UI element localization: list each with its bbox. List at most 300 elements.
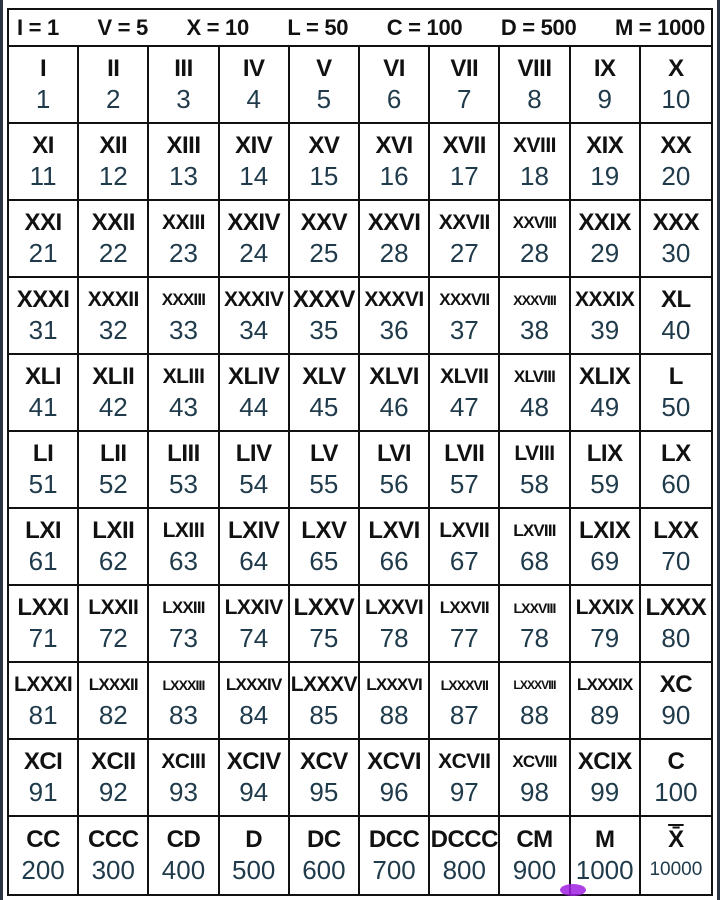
arabic-number: 27 <box>449 237 479 268</box>
arabic-number: 200 <box>21 854 65 885</box>
arabic-number: 74 <box>239 622 269 653</box>
roman-numeral: CM <box>516 825 553 853</box>
roman-numeral: XLI <box>25 362 62 390</box>
arabic-number: 25 <box>309 237 339 268</box>
legend-item-x: X = 10 <box>186 14 249 40</box>
numeral-cell <box>220 740 290 817</box>
arabic-number: 15 <box>309 160 339 191</box>
roman-numeral: LXX <box>653 516 699 544</box>
numeral-cell <box>149 355 219 432</box>
arabic-number: 18 <box>520 160 549 191</box>
arabic-number: 3 <box>176 83 191 114</box>
roman-numeral: DCCC <box>430 825 498 853</box>
roman-numeral: XIV <box>235 131 273 159</box>
arabic-number: 92 <box>98 776 128 807</box>
arabic-number: 52 <box>98 468 128 499</box>
roman-numeral: XLIV <box>228 362 280 390</box>
roman-numeral: LX <box>661 439 691 467</box>
roman-numeral: LXXXIII <box>162 676 205 693</box>
roman-numeral: XCII <box>90 747 136 775</box>
numeral-cell <box>149 663 219 740</box>
symbol-legend <box>9 10 711 47</box>
roman-numeral: XXIII <box>161 210 205 234</box>
roman-numeral: XXXI <box>16 285 70 313</box>
roman-numeral: LXXVI <box>364 595 424 619</box>
purple-artifact <box>560 884 586 896</box>
arabic-number: 1 <box>35 83 51 114</box>
roman-numeral: LXXXI <box>14 672 73 696</box>
numeral-cell <box>220 278 290 355</box>
roman-numeral: XXXIII <box>161 289 206 309</box>
arabic-number: 57 <box>449 468 479 499</box>
arabic-number: 1000 <box>575 854 634 885</box>
arabic-number: 88 <box>520 699 549 730</box>
arabic-number: 70 <box>661 545 691 576</box>
arabic-number: 13 <box>169 160 198 191</box>
numeral-cell <box>290 509 360 586</box>
arabic-number: 89 <box>590 699 620 730</box>
arabic-number: 21 <box>28 237 58 268</box>
numeral-cell <box>360 740 430 817</box>
roman-numeral: XLV <box>302 362 346 390</box>
arabic-number: 900 <box>512 854 557 885</box>
numeral-cell <box>9 663 79 740</box>
numeral-cell <box>9 47 79 124</box>
numeral-cell <box>290 355 360 432</box>
numeral-cell <box>641 201 711 278</box>
roman-numeral: LI <box>32 439 54 467</box>
arabic-number: 30 <box>661 237 691 268</box>
arabic-number: 82 <box>98 699 128 730</box>
roman-numeral: XLVI <box>369 362 419 390</box>
numeral-cell <box>360 201 430 278</box>
roman-numeral: CCC <box>88 825 139 853</box>
roman-numeral: XL <box>661 285 691 313</box>
numeral-cell <box>220 817 290 894</box>
arabic-number: 28 <box>379 237 409 268</box>
numeral-cell <box>641 586 711 663</box>
roman-numeral: LIV <box>235 439 272 467</box>
numeral-cell <box>500 278 570 355</box>
arabic-number: 98 <box>520 776 549 807</box>
arabic-number: 41 <box>28 391 58 422</box>
arabic-number: 48 <box>520 391 549 422</box>
numeral-cell <box>9 432 79 509</box>
roman-numeral: X̄ <box>668 825 684 853</box>
arabic-number: 87 <box>449 699 479 730</box>
numeral-cell <box>9 278 79 355</box>
arabic-number: 700 <box>372 854 416 885</box>
roman-numeral: LXXXV <box>290 672 358 696</box>
roman-numeral: XXI <box>24 208 62 236</box>
numeral-cell <box>360 586 430 663</box>
roman-numeral: LXVII <box>439 518 490 542</box>
arabic-number: 9 <box>597 83 612 114</box>
arabic-number: 58 <box>520 468 549 499</box>
roman-numeral: XXIV <box>227 208 281 236</box>
roman-numeral: XII <box>99 131 128 159</box>
arabic-number: 39 <box>590 314 620 345</box>
legend-item-v: V = 5 <box>97 14 148 40</box>
roman-numeral: XV <box>308 131 340 159</box>
arabic-number: 38 <box>520 314 549 345</box>
numeral-cell <box>500 355 570 432</box>
roman-numeral: V <box>316 54 332 82</box>
roman-numeral: LXXXIX <box>576 674 633 694</box>
arabic-number: 10 <box>661 83 691 114</box>
numeral-cell <box>641 509 711 586</box>
numeral-cell <box>360 663 430 740</box>
arabic-number: 66 <box>379 545 409 576</box>
roman-numeral: XCIX <box>577 747 632 775</box>
arabic-number: 59 <box>590 468 620 499</box>
arabic-number: 600 <box>302 854 346 885</box>
arabic-number: 99 <box>590 776 620 807</box>
roman-numeral: XIII <box>166 131 201 159</box>
numeral-cell <box>290 124 360 201</box>
numeral-cell <box>149 201 219 278</box>
roman-numeral: LXXVIII <box>513 599 556 616</box>
arabic-number: 10000 <box>649 858 703 880</box>
legend-item-c: C = 100 <box>386 14 463 40</box>
roman-numeral: XLIX <box>579 362 631 390</box>
arabic-number: 31 <box>28 314 58 345</box>
arabic-number: 97 <box>449 776 479 807</box>
roman-numeral: XXXVI <box>364 287 424 311</box>
numeral-cell <box>9 201 79 278</box>
numeral-cell <box>500 47 570 124</box>
numeral-cell <box>149 432 219 509</box>
numeral-cell <box>500 740 570 817</box>
roman-numeral: XCVI <box>367 747 422 775</box>
roman-numeral: C <box>667 747 685 775</box>
numeral-cell <box>430 124 500 201</box>
arabic-number: 96 <box>379 776 409 807</box>
roman-numeral: LVII <box>444 439 485 467</box>
arabic-number: 17 <box>449 160 479 191</box>
roman-numeral: XVI <box>375 131 413 159</box>
arabic-number: 2 <box>106 83 121 114</box>
roman-numeral: XCVII <box>438 749 491 773</box>
arabic-number: 44 <box>239 391 269 422</box>
arabic-number: 6 <box>386 83 402 114</box>
arabic-number: 73 <box>169 622 198 653</box>
roman-numeral: XXXVIII <box>513 291 556 308</box>
arabic-number: 51 <box>28 468 58 499</box>
arabic-number: 22 <box>98 237 128 268</box>
arabic-number: 4 <box>246 83 261 114</box>
arabic-number: 32 <box>98 314 128 345</box>
arabic-number: 46 <box>379 391 409 422</box>
roman-numeral: XVIII <box>512 133 556 157</box>
arabic-number: 45 <box>309 391 339 422</box>
roman-numeral: LXII <box>92 516 135 544</box>
arabic-number: 24 <box>239 237 269 268</box>
numeral-cell <box>430 432 500 509</box>
numeral-cell <box>149 740 219 817</box>
arabic-number: 72 <box>98 622 128 653</box>
arabic-number: 84 <box>239 699 269 730</box>
roman-numeral: LIX <box>586 439 623 467</box>
numeral-cell <box>571 509 641 586</box>
legend-item-m: M = 1000 <box>614 14 705 40</box>
numeral-cell <box>641 47 711 124</box>
roman-numeral: XCIV <box>226 747 281 775</box>
numeral-cell <box>571 432 641 509</box>
numeral-cell <box>430 47 500 124</box>
arabic-number: 54 <box>239 468 269 499</box>
roman-numeral: III <box>174 54 193 82</box>
numeral-cell <box>79 509 149 586</box>
arabic-number: 34 <box>239 314 269 345</box>
numeral-cell <box>641 817 711 894</box>
arabic-number: 33 <box>169 314 198 345</box>
numeral-cell <box>430 586 500 663</box>
arabic-number: 29 <box>590 237 620 268</box>
numeral-cell <box>220 432 290 509</box>
roman-numeral: XXX <box>652 208 700 236</box>
numeral-cell <box>149 817 219 894</box>
roman-numeral: XX <box>660 131 692 159</box>
roman-numeral: XXV <box>300 208 348 236</box>
arabic-number: 37 <box>449 314 479 345</box>
numeral-cell <box>149 124 219 201</box>
roman-numeral: LV <box>309 439 338 467</box>
roman-numeral: XCI <box>23 747 63 775</box>
roman-numeral: XI <box>32 131 54 159</box>
numeral-cell <box>290 432 360 509</box>
roman-numeral: IX <box>593 54 616 82</box>
arabic-number: 43 <box>169 391 198 422</box>
arabic-number: 77 <box>449 622 479 653</box>
roman-numeral: XXVI <box>367 208 421 236</box>
arabic-number: 5 <box>316 83 332 114</box>
numeral-cell <box>360 124 430 201</box>
roman-numeral: XLVIII <box>513 366 556 386</box>
arabic-number: 85 <box>309 699 339 730</box>
roman-numeral: LXXII <box>88 595 139 619</box>
roman-numeral: LXXIII <box>162 597 205 617</box>
roman-numeral: LXVI <box>368 516 420 544</box>
numeral-cell <box>641 740 711 817</box>
arabic-number: 83 <box>169 699 198 730</box>
arabic-number: 56 <box>379 468 409 499</box>
roman-numeral: DC <box>307 825 341 853</box>
arabic-number: 91 <box>28 776 58 807</box>
roman-numeral: XXXV <box>292 285 355 313</box>
roman-numeral: LXXI <box>17 593 69 621</box>
roman-numeral: VII <box>450 54 479 82</box>
roman-numeral: LXXVII <box>439 597 489 617</box>
numeral-cell <box>430 201 500 278</box>
arabic-number: 78 <box>379 622 409 653</box>
numeral-cell <box>290 586 360 663</box>
roman-numeral: XXXIX <box>575 287 635 311</box>
numeral-cell <box>430 740 500 817</box>
roman-numeral: XXVIII <box>512 212 557 232</box>
numeral-cell <box>220 663 290 740</box>
arabic-number: 40 <box>661 314 691 345</box>
numeral-cell <box>360 509 430 586</box>
numeral-cell <box>149 586 219 663</box>
arabic-number: 67 <box>449 545 479 576</box>
numeral-cell <box>149 278 219 355</box>
numeral-cell <box>641 355 711 432</box>
arabic-number: 800 <box>442 854 486 885</box>
roman-numeral: II <box>107 54 120 82</box>
numeral-cell <box>641 278 711 355</box>
numeral-cell <box>9 509 79 586</box>
numeral-cell <box>571 201 641 278</box>
numeral-cell <box>571 124 641 201</box>
numeral-cell <box>360 355 430 432</box>
roman-numeral: XCV <box>299 747 348 775</box>
legend-item-d: D = 500 <box>500 14 577 40</box>
roman-numeral: LVI <box>377 439 412 467</box>
numeral-cell <box>500 817 570 894</box>
roman-numeral: XXXVII <box>439 289 490 309</box>
arabic-number: 19 <box>590 160 620 191</box>
arabic-number: 80 <box>661 622 691 653</box>
roman-numeral: LXXXII <box>88 674 138 694</box>
arabic-number: 8 <box>527 83 542 114</box>
numeral-cell <box>220 47 290 124</box>
roman-numeral: VI <box>383 54 405 82</box>
numeral-cell <box>641 124 711 201</box>
arabic-number: 400 <box>161 854 206 885</box>
numeral-cell <box>79 278 149 355</box>
numeral-cell <box>79 663 149 740</box>
roman-numeral: LXXIX <box>575 595 634 619</box>
numeral-cell <box>430 509 500 586</box>
numeral-cell <box>149 509 219 586</box>
arabic-number: 36 <box>379 314 409 345</box>
arabic-number: 100 <box>654 776 698 807</box>
numeral-cell <box>290 740 360 817</box>
roman-numeral: XLIII <box>162 364 205 388</box>
numeral-cell <box>360 278 430 355</box>
roman-numeral: I <box>40 54 47 82</box>
numeral-cell <box>500 586 570 663</box>
arabic-number: 78 <box>520 622 549 653</box>
arabic-number: 47 <box>449 391 479 422</box>
numeral-cell <box>430 278 500 355</box>
numeral-cell <box>571 355 641 432</box>
arabic-number: 69 <box>590 545 620 576</box>
numeral-cell <box>149 47 219 124</box>
roman-numeral-chart <box>7 8 713 896</box>
roman-numeral: VIII <box>517 54 552 82</box>
numeral-cell <box>79 586 149 663</box>
numeral-cell <box>290 47 360 124</box>
numeral-cell <box>79 817 149 894</box>
roman-numeral: D <box>245 825 263 853</box>
roman-numeral: XXXIV <box>224 287 284 311</box>
numeral-cell <box>290 663 360 740</box>
roman-numeral: XLII <box>92 362 135 390</box>
numeral-cell <box>360 432 430 509</box>
roman-numeral: LXXXVII <box>440 676 488 693</box>
roman-numeral: IV <box>242 54 265 82</box>
arabic-number: 94 <box>239 776 269 807</box>
arabic-number: 61 <box>28 545 58 576</box>
arabic-number: 16 <box>379 160 409 191</box>
roman-numeral: LXIII <box>162 518 205 542</box>
numeral-cell <box>79 355 149 432</box>
roman-numeral: XCIII <box>161 749 206 773</box>
numeral-cell <box>430 817 500 894</box>
arabic-number: 50 <box>661 391 691 422</box>
arabic-number: 62 <box>98 545 128 576</box>
numeral-cell <box>500 509 570 586</box>
arabic-number: 7 <box>457 83 472 114</box>
arabic-number: 11 <box>29 160 57 191</box>
numeral-cell <box>220 586 290 663</box>
numeral-cell <box>500 124 570 201</box>
arabic-number: 28 <box>520 237 549 268</box>
arabic-number: 12 <box>98 160 128 191</box>
roman-numeral: LXXIV <box>224 595 283 619</box>
roman-numeral: XXII <box>91 208 135 236</box>
numeral-cell <box>79 740 149 817</box>
numeral-cell <box>79 201 149 278</box>
numeral-cell <box>500 432 570 509</box>
roman-numeral: LIII <box>167 439 200 467</box>
numeral-cell <box>641 663 711 740</box>
roman-numeral: XLVII <box>440 364 489 388</box>
legend-item-i: I = 1 <box>17 14 59 40</box>
roman-numeral: X <box>668 54 684 82</box>
numeral-cell <box>571 586 641 663</box>
roman-numeral: LVIII <box>514 441 555 465</box>
roman-numeral: DCC <box>368 825 420 853</box>
numeral-grid <box>9 47 711 894</box>
arabic-number: 55 <box>309 468 339 499</box>
numeral-cell <box>9 124 79 201</box>
numeral-cell <box>500 663 570 740</box>
roman-numeral: LII <box>100 439 127 467</box>
arabic-number: 64 <box>239 545 269 576</box>
roman-numeral: XXVII <box>438 210 490 234</box>
arabic-number: 500 <box>232 854 276 885</box>
numeral-cell <box>79 124 149 201</box>
arabic-number: 75 <box>309 622 339 653</box>
roman-numeral: XXXII <box>87 287 139 311</box>
numeral-cell <box>9 586 79 663</box>
arabic-number: 65 <box>309 545 339 576</box>
roman-numeral: XCVIII <box>512 751 557 771</box>
numeral-cell <box>360 817 430 894</box>
numeral-cell <box>430 663 500 740</box>
roman-numeral: LXXV <box>293 593 355 621</box>
numeral-cell <box>430 355 500 432</box>
arabic-number: 63 <box>169 545 198 576</box>
roman-numeral: LXVIII <box>513 520 556 540</box>
roman-numeral: M <box>594 825 615 853</box>
numeral-cell <box>220 201 290 278</box>
arabic-number: 23 <box>169 237 198 268</box>
arabic-number: 93 <box>169 776 198 807</box>
arabic-number: 42 <box>98 391 128 422</box>
roman-numeral: CC <box>26 825 60 853</box>
roman-numeral: LXXXIV <box>225 674 282 694</box>
roman-numeral: LXXXVI <box>366 674 422 694</box>
numeral-cell <box>220 355 290 432</box>
numeral-cell <box>290 278 360 355</box>
numeral-cell <box>290 201 360 278</box>
roman-numeral: LXXXVIII <box>513 677 556 692</box>
numeral-cell <box>220 509 290 586</box>
